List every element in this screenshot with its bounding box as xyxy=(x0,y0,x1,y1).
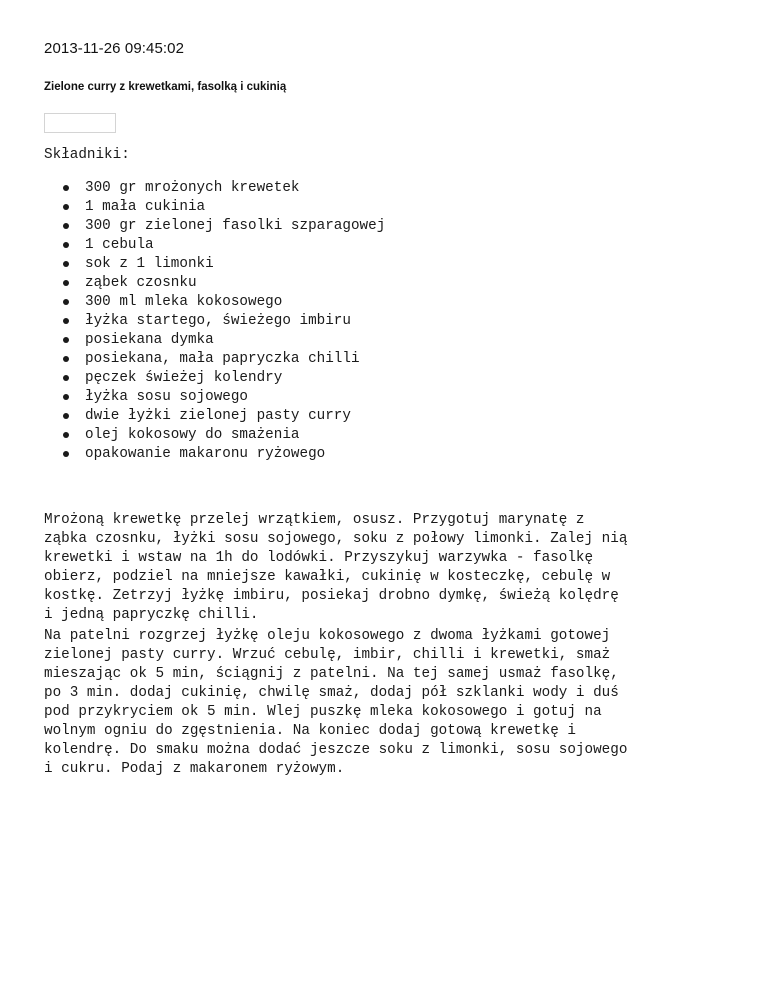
bullet-icon xyxy=(63,280,69,286)
bullet-icon xyxy=(63,204,69,210)
bullet-icon xyxy=(63,299,69,305)
paragraph-line: Mrożoną krewetkę przelej wrzątkiem, osusz. Przygotuj marynatę z xyxy=(44,512,585,528)
paragraph-line: po 3 min. dodaj cukinię, chwilę smaż, dodaj pół szklanki wody i duś xyxy=(44,685,619,701)
instructions-paragraph-1 xyxy=(44,511,734,625)
empty-image-placeholder xyxy=(44,113,116,133)
ingredient-text: posiekana dymka xyxy=(85,332,214,348)
ingredient-text: sok z 1 limonki xyxy=(85,256,214,272)
ingredient-item xyxy=(85,293,385,312)
ingredient-item xyxy=(85,198,385,217)
ingredient-text: łyżka startego, świeżego imbiru xyxy=(85,313,351,329)
ingredient-text: pęczek świeżej kolendry xyxy=(85,370,283,386)
ingredient-text: olej kokosowy do smażenia xyxy=(85,427,300,443)
ingredient-item xyxy=(85,407,385,426)
bullet-icon xyxy=(63,318,69,324)
paragraph-line: zielonej pasty curry. Wrzuć cebulę, imbir, chilli i krewetki, smaż xyxy=(44,647,611,663)
bullet-icon xyxy=(63,185,69,191)
ingredients-heading: Składniki: xyxy=(44,147,130,163)
ingredient-item xyxy=(85,369,385,388)
ingredient-item xyxy=(85,179,385,198)
ingredient-text: 1 cebula xyxy=(85,237,154,253)
paragraph-line: pod przykryciem ok 5 min. Wlej puszkę mleka kokosowego i gotuj na xyxy=(44,704,602,720)
ingredient-item xyxy=(85,445,385,464)
bullet-icon xyxy=(63,261,69,267)
ingredient-text: dwie łyżki zielonej pasty curry xyxy=(85,408,351,424)
paragraph-line: i cukru. Podaj z makaronem ryżowym. xyxy=(44,761,345,777)
bullet-icon xyxy=(63,242,69,248)
bullet-icon xyxy=(63,223,69,229)
ingredient-text: łyżka sosu sojowego xyxy=(85,389,249,405)
bullet-icon xyxy=(63,451,69,457)
ingredient-item xyxy=(85,274,385,293)
paragraph-line: mieszając ok 5 min, ściągnij z patelni. Na tej samej usmaż fasolkę, xyxy=(44,666,619,682)
ingredient-text: 300 gr mrożonych krewetek xyxy=(85,180,300,196)
recipe-title: Zielone curry z krewetkami, fasolką i cukinią xyxy=(44,81,287,93)
ingredient-text: 300 gr zielonej fasolki szparagowej xyxy=(85,218,386,234)
bullet-icon xyxy=(63,337,69,343)
ingredient-text: opakowanie makaronu ryżowego xyxy=(85,446,326,462)
ingredient-text: 1 mała cukinia xyxy=(85,199,206,215)
ingredient-item xyxy=(85,217,385,236)
ingredient-text: posiekana, mała papryczka chilli xyxy=(85,351,360,367)
paragraph-line: krewetki i wstaw na 1h do lodówki. Przyszykuj warzywka - fasolkę xyxy=(44,550,594,566)
ingredient-text: ząbek czosnku xyxy=(85,275,197,291)
instructions-paragraph-2 xyxy=(44,627,734,779)
bullet-icon xyxy=(63,394,69,400)
ingredient-item xyxy=(85,331,385,350)
ingredient-item xyxy=(85,350,385,369)
ingredient-item xyxy=(85,255,385,274)
paragraph-line: obierz, podziel na mniejsze kawałki, cukinię w kosteczkę, cebulę w xyxy=(44,569,611,585)
ingredient-item xyxy=(85,388,385,407)
ingredient-text: 300 ml mleka kokosowego xyxy=(85,294,283,310)
timestamp: 2013-11-26 09:45:02 xyxy=(44,40,185,57)
paragraph-line: Na patelni rozgrzej łyżkę oleju kokosowego z dwoma łyżkami gotowej xyxy=(44,628,611,644)
ingredient-item xyxy=(85,236,385,255)
bullet-icon xyxy=(63,413,69,419)
paragraph-line: kolendrę. Do smaku można dodać jeszcze soku z limonki, sosu sojowego xyxy=(44,742,628,758)
ingredient-item xyxy=(85,426,385,445)
bullet-icon xyxy=(63,356,69,362)
paragraph-line: i jedną papryczkę chilli. xyxy=(44,607,259,623)
paragraph-line: wolnym ogniu do zgęstnienia. Na koniec dodaj gotową krewetkę i xyxy=(44,723,576,739)
ingredient-item xyxy=(85,312,385,331)
ingredients-list xyxy=(85,179,385,464)
bullet-icon xyxy=(63,432,69,438)
paragraph-line: kostkę. Zetrzyj łyżkę imbiru, posiekaj drobno dymkę, świeżą kolędrę xyxy=(44,588,619,604)
bullet-icon xyxy=(63,375,69,381)
paragraph-line: ząbka czosnku, łyżki sosu sojowego, soku z połowy limonki. Zalej nią xyxy=(44,531,628,547)
